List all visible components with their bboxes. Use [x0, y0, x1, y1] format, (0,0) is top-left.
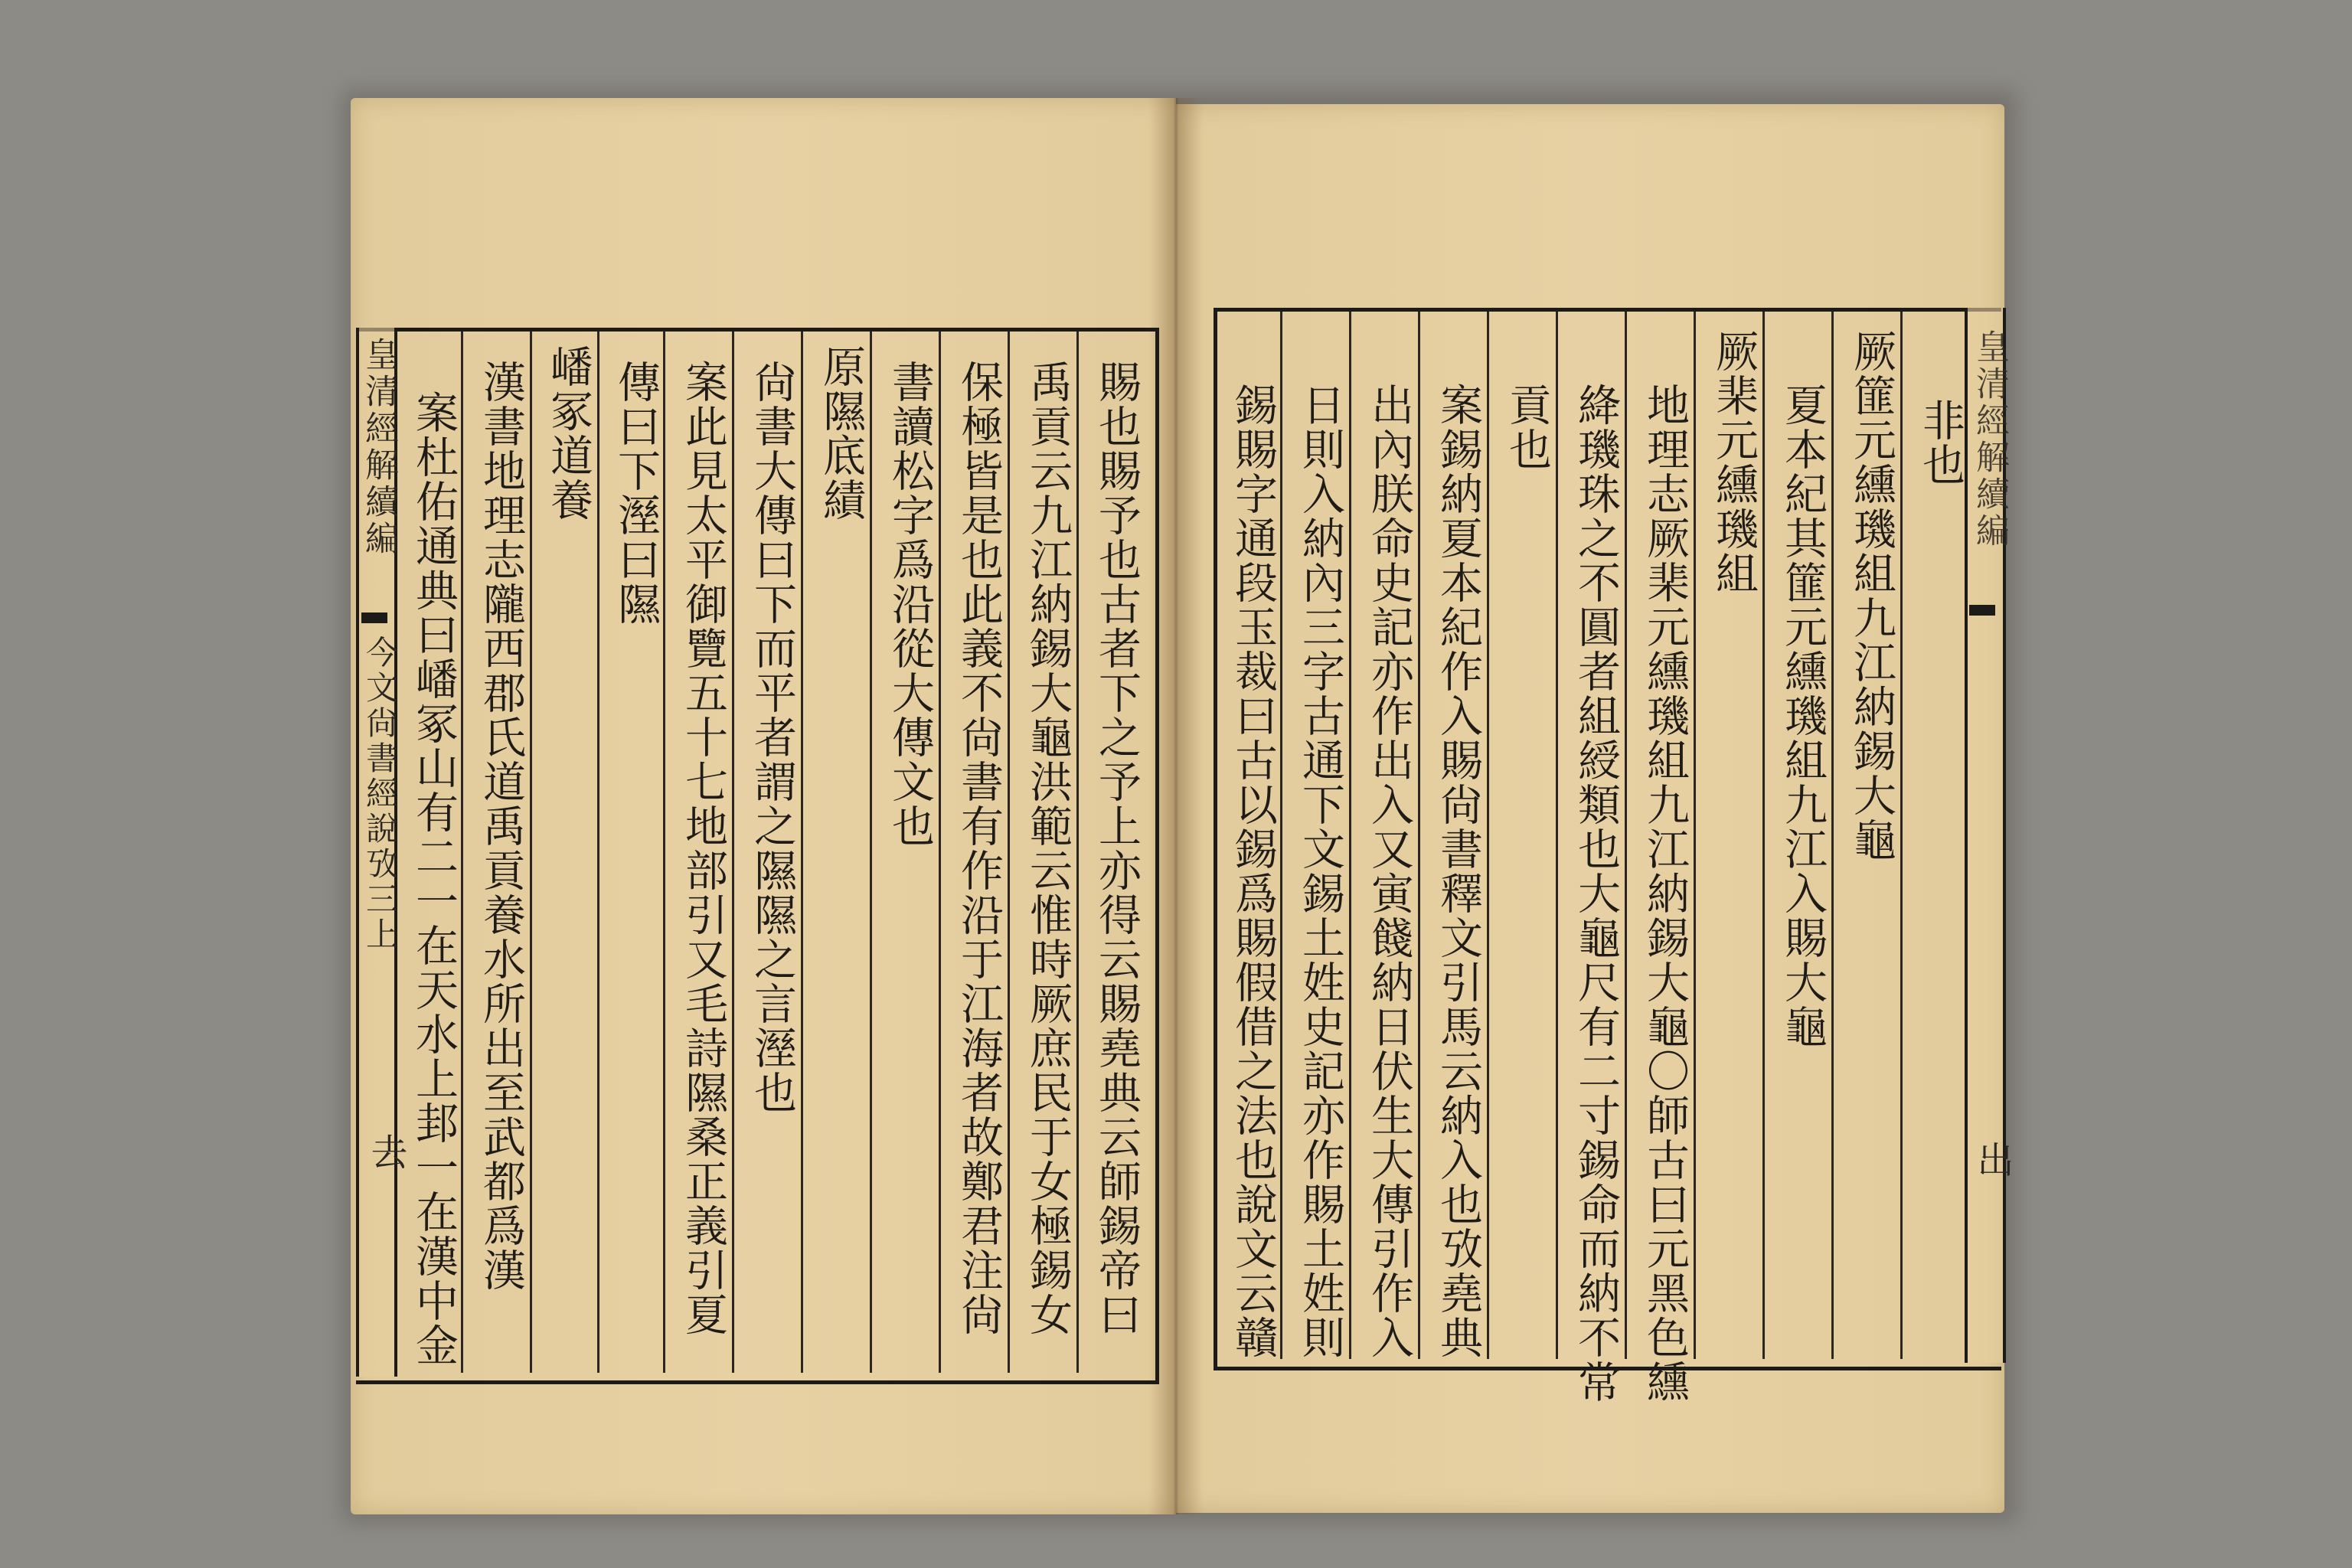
text-column-5-heading: 原隰底績 [816, 345, 866, 522]
text-column-10: 漢書地理志隴西郡氏道禹貢養水所出至武都爲漢 [476, 360, 526, 1292]
text-column-9-heading: 嶓冢道養 [544, 345, 593, 522]
text-column-7: 貢也 [1502, 383, 1552, 472]
text-column-10: 日則入納內三字古通下文錫土姓史記亦作賜土姓則 [1295, 383, 1345, 1360]
text-column-9: 出內朕命史記亦作出入又寅餞納日伏生大傳引作入 [1364, 383, 1414, 1360]
right-margin-title: 皇清經解續編 [1970, 329, 2009, 550]
text-column-3: 保極皆是也此義不尙書有作沿于江海者故鄭君注尙 [954, 360, 1004, 1337]
text-column-8: 傳曰下溼曰隰 [611, 360, 661, 626]
text-column-6: 尙書大傳曰下而平者謂之隰隰之言溼也 [747, 360, 797, 1115]
text-column-7: 案此見太平御覽五十七地部引又毛詩隰桑正義引夏 [678, 360, 728, 1337]
text-column-6: 絳璣珠之不圓者組綬類也大龜尺有二寸錫命而納不常 [1571, 383, 1621, 1404]
text-column-1: 賜也賜予也古者下之予上亦得云賜堯典云師錫帝曰 [1092, 360, 1142, 1337]
text-column-2: 禹貢云九江納錫大龜洪範云惟時厥庶民于女極錫女 [1023, 360, 1073, 1337]
left-folio-number: 去 [364, 1133, 407, 1173]
text-column-11: 案杜佑通典曰嶓冢山有二一在天水上邽一在漢中金 [409, 390, 459, 1367]
left-margin-title: 皇清經解續編 [359, 337, 398, 557]
right-fish-tail [1969, 605, 1995, 616]
text-column-2-heading: 厥篚元纁璣組九江納錫大龜 [1847, 329, 1896, 862]
left-margin-subtitle: 今文尙書經說攷三上 [361, 635, 399, 952]
text-column-1: 非也 [1916, 398, 1965, 487]
text-column-3: 夏本紀其篚元纁璣組九江入賜大龜 [1778, 383, 1828, 1049]
text-column-5: 地理志厥棐元纁璣組九江納錫大龜〇師古曰元黑色纁 [1640, 383, 1690, 1404]
text-column-8: 案錫納夏本紀作入賜尙書釋文引馬云納入也攷堯典 [1433, 383, 1483, 1360]
text-column-11: 錫賜字通段玉裁曰古以錫爲賜假借之法也說文云贛 [1228, 383, 1278, 1360]
right-folio-number: 出 [1971, 1141, 2014, 1181]
left-fish-tail [361, 612, 387, 623]
text-column-4-heading: 厥棐元纁璣組 [1709, 329, 1759, 596]
text-column-4: 書讀松字爲沿從大傳文也 [885, 360, 935, 848]
